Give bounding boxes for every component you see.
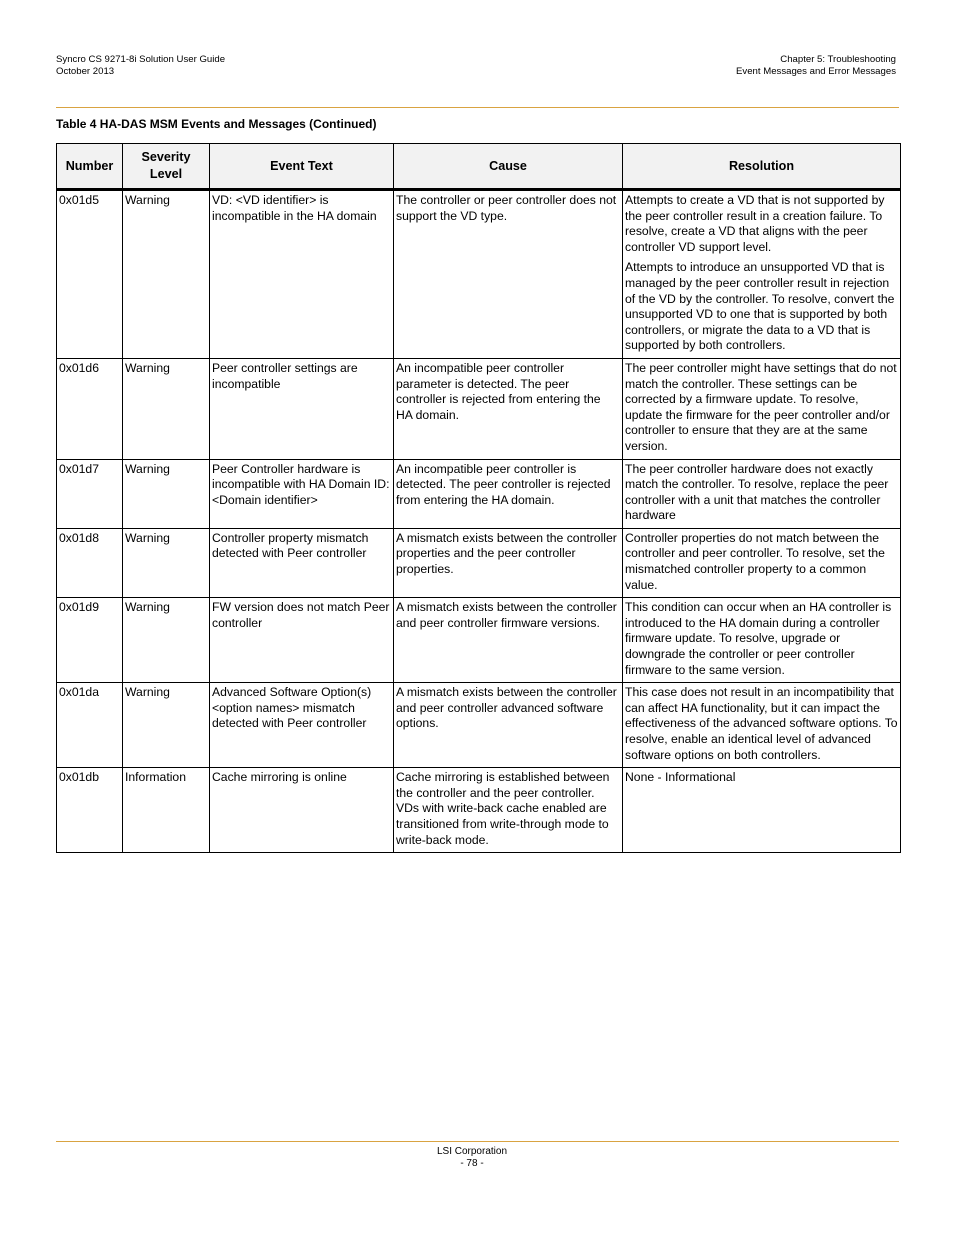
cell-event-text: Peer Controller hardware is incompatible with HA Domain ID: <Domain identifier>	[210, 459, 394, 528]
cell-event-text: Advanced Software Option(s) <option names> mismatch detected with Peer controller	[210, 683, 394, 768]
footer-divider	[56, 1141, 899, 1142]
cell-resolution: None - Informational	[623, 768, 901, 853]
cell-number: 0x01db	[57, 768, 123, 853]
cell-cause: A mismatch exists between the controller properties and the peer controller properties.	[394, 528, 623, 597]
page-number: - 78 -	[460, 1158, 484, 1169]
cell-event-text: FW version does not match Peer controller	[210, 598, 394, 683]
cell-severity: Warning	[123, 598, 210, 683]
section-title: Event Messages and Error Messages	[736, 66, 896, 77]
cell-resolution	[623, 190, 901, 359]
table-row	[57, 358, 901, 459]
cell-resolution: This case does not result in an incompatibility that can affect HA functionality, but it can impact the effectiveness of the advanced software options. To resolve, enable an identical level of advanced software options on both controllers.	[623, 683, 901, 768]
cell-cause: An incompatible peer controller is detected. The peer controller is rejected from entering the HA domain.	[394, 459, 623, 528]
footer-company: LSI Corporation	[436, 1146, 508, 1157]
cell-cause: Cache mirroring is established between the controller and the peer controller. VDs with write-back cache enabled are transitioned from write-through mode to write-back mode.	[394, 768, 623, 853]
column-header-severity-line2: Level	[149, 167, 183, 181]
cell-event-text: Cache mirroring is online	[210, 768, 394, 853]
cell-number: 0x01d7	[57, 459, 123, 528]
guide-title: Syncro CS 9271-8i Solution User Guide	[56, 54, 226, 65]
resolution-paragraph: Attempts to introduce an unsupported VD that is managed by the peer controller result in rejection of the VD by the controller. To resolve, convert the unsupported VD to one that is supported by both controllers, or migrate the data to a VD that is supported by both controllers.	[625, 260, 895, 353]
header-divider	[56, 107, 899, 108]
running-header-right	[736, 54, 896, 78]
table-row	[57, 598, 901, 683]
cell-number: 0x01da	[57, 683, 123, 768]
cell-resolution: The peer controller might have settings that do not match the controller. These settings can be corrected by a firmware update. To resolve, update the firmware for the peer controller and/or controller to ensure that they are at the same version.	[623, 358, 901, 459]
cell-number: 0x01d9	[57, 598, 123, 683]
table-row	[57, 459, 901, 528]
cell-resolution: This condition can occur when an HA controller is introduced to the HA domain during a controller firmware update. To resolve, upgrade or downgrade the controller or peer controller firmware to the same version.	[623, 598, 901, 683]
column-header-resolution: Resolution	[623, 144, 901, 190]
cell-severity: Information	[123, 768, 210, 853]
running-header-left	[56, 54, 225, 78]
cell-event-text: Controller property mismatch detected with Peer controller	[210, 528, 394, 597]
resolution-paragraph: Attempts to create a VD that is not supported by the peer controller result in a creation failure. To resolve, create a VD that aligns with the peer controller VD support level.	[625, 193, 885, 254]
table-row	[57, 190, 901, 359]
cell-event-text: Peer controller settings are incompatible	[210, 358, 394, 459]
cell-severity: Warning	[123, 528, 210, 597]
column-header-cause: Cause	[394, 144, 623, 190]
table-header-row	[57, 144, 901, 190]
cell-number: 0x01d5	[57, 190, 123, 359]
cell-cause: An incompatible peer controller parameter is detected. The peer controller is rejected from entering the HA domain.	[394, 358, 623, 459]
table-row	[57, 683, 901, 768]
column-header-event-text: Event Text	[210, 144, 394, 190]
table-caption: Table 4 HA-DAS MSM Events and Messages (Continued)	[56, 117, 377, 131]
cell-cause: The controller or peer controller does not support the VD type.	[394, 190, 623, 359]
cell-severity: Warning	[123, 358, 210, 459]
cell-resolution: The peer controller hardware does not exactly match the controller. To resolve, replace the peer controller with a unit that matches the controller hardware	[623, 459, 901, 528]
table-row	[57, 768, 901, 853]
cell-number: 0x01d6	[57, 358, 123, 459]
events-table	[56, 143, 901, 853]
cell-resolution: Controller properties do not match between the controller and peer controller. To resolve, set the mismatched controller property to a common value.	[623, 528, 901, 597]
cell-severity: Warning	[123, 190, 210, 359]
cell-event-text: VD: <VD identifier> is incompatible in the HA domain	[210, 190, 394, 359]
column-header-severity	[123, 144, 210, 190]
table-row	[57, 528, 901, 597]
cell-cause: A mismatch exists between the controller and peer controller advanced software options.	[394, 683, 623, 768]
column-header-severity-line1: Severity	[141, 150, 191, 164]
column-header-number: Number	[57, 144, 123, 190]
cell-number: 0x01d8	[57, 528, 123, 597]
cell-severity: Warning	[123, 459, 210, 528]
guide-date: October 2013	[56, 66, 115, 77]
page-footer	[0, 1146, 944, 1170]
cell-severity: Warning	[123, 683, 210, 768]
cell-cause: A mismatch exists between the controller and peer controller firmware versions.	[394, 598, 623, 683]
chapter-title: Chapter 5: Troubleshooting	[780, 54, 896, 65]
